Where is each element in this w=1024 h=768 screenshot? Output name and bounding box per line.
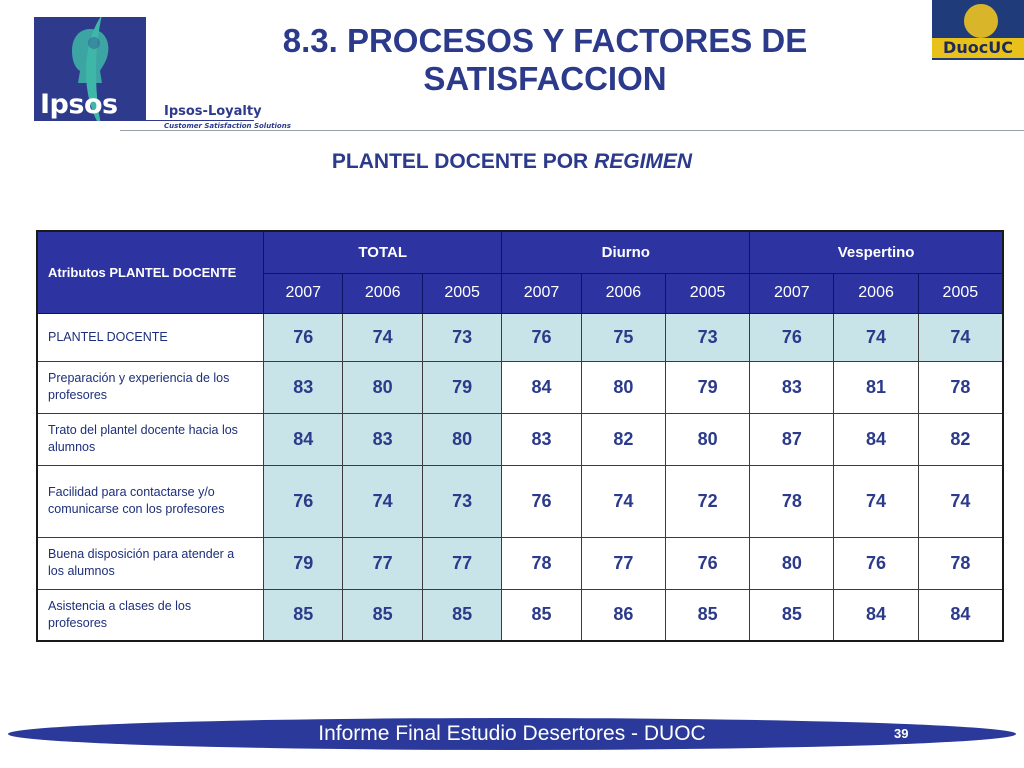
table-row bbox=[37, 465, 1003, 537]
duoc-crest-icon bbox=[962, 2, 1000, 40]
table-group-header-row bbox=[37, 231, 1003, 273]
table-cell: 83 bbox=[343, 413, 422, 465]
slide-footer bbox=[0, 716, 1024, 752]
table-cell: 85 bbox=[264, 589, 343, 641]
table-cell: 74 bbox=[834, 313, 918, 361]
table-cell: 78 bbox=[918, 537, 1003, 589]
table-cell: 77 bbox=[581, 537, 665, 589]
table-row bbox=[37, 537, 1003, 589]
table-cell: 79 bbox=[422, 361, 501, 413]
group-header-vespertino: Vespertino bbox=[750, 231, 1003, 273]
table-cell: 76 bbox=[665, 537, 749, 589]
table-cell: 83 bbox=[750, 361, 834, 413]
group-header-total: TOTAL bbox=[264, 231, 502, 273]
table-cell: 76 bbox=[264, 313, 343, 361]
brand-underline bbox=[146, 120, 254, 121]
table-cell: 76 bbox=[502, 465, 581, 537]
group-header-diurno: Diurno bbox=[502, 231, 750, 273]
year-header: 2007 bbox=[502, 273, 581, 313]
row-label: Trato del plantel docente hacia los alumnos bbox=[37, 413, 264, 465]
table-cell: 85 bbox=[422, 589, 501, 641]
year-header: 2007 bbox=[750, 273, 834, 313]
table-cell: 72 bbox=[665, 465, 749, 537]
row-label: Asistencia a clases de los profesores bbox=[37, 589, 264, 641]
table-cell: 84 bbox=[264, 413, 343, 465]
table-cell: 74 bbox=[343, 465, 422, 537]
title-line-2: SATISFACCION bbox=[423, 60, 667, 97]
table-cell: 83 bbox=[264, 361, 343, 413]
table-cell: 73 bbox=[422, 465, 501, 537]
ipsos-logo bbox=[34, 17, 146, 121]
page-title bbox=[250, 22, 840, 98]
table-cell: 74 bbox=[918, 465, 1003, 537]
table-cell: 82 bbox=[918, 413, 1003, 465]
table-cell: 84 bbox=[918, 589, 1003, 641]
table-cell: 73 bbox=[665, 313, 749, 361]
page-number: 39 bbox=[894, 726, 909, 741]
table-cell: 87 bbox=[750, 413, 834, 465]
ipsos-loyalty-brand bbox=[164, 104, 291, 130]
table-cell: 74 bbox=[581, 465, 665, 537]
table-cell: 77 bbox=[343, 537, 422, 589]
table-cell: 85 bbox=[750, 589, 834, 641]
footer-text: Informe Final Estudio Desertores - DUOC bbox=[318, 722, 706, 745]
table-cell: 73 bbox=[422, 313, 501, 361]
year-header: 2006 bbox=[343, 273, 422, 313]
loyalty-tagline: Customer Satisfaction Solutions bbox=[164, 122, 291, 130]
table-cell: 80 bbox=[581, 361, 665, 413]
title-line-1: 8.3. PROCESOS Y FACTORES DE bbox=[282, 22, 808, 59]
ipsos-logo-word: Ipsos bbox=[40, 89, 118, 120]
year-header: 2005 bbox=[665, 273, 749, 313]
header-divider bbox=[120, 130, 1024, 131]
table-cell: 77 bbox=[422, 537, 501, 589]
table-cell: 86 bbox=[581, 589, 665, 641]
year-header: 2006 bbox=[834, 273, 918, 313]
table-cell: 84 bbox=[834, 589, 918, 641]
table-cell: 74 bbox=[918, 313, 1003, 361]
table-cell: 78 bbox=[918, 361, 1003, 413]
table-cell: 80 bbox=[343, 361, 422, 413]
satisfaction-table bbox=[36, 230, 1004, 642]
table-cell: 74 bbox=[343, 313, 422, 361]
year-header: 2005 bbox=[422, 273, 501, 313]
table-cell: 85 bbox=[502, 589, 581, 641]
table-cell: 85 bbox=[343, 589, 422, 641]
subtitle-main: PLANTEL DOCENTE POR bbox=[331, 150, 589, 173]
table-cell: 84 bbox=[834, 413, 918, 465]
duoc-logo-word: DuocUC bbox=[932, 38, 1024, 58]
table-row bbox=[37, 361, 1003, 413]
year-header: 2006 bbox=[581, 273, 665, 313]
table-cell: 84 bbox=[502, 361, 581, 413]
row-label: PLANTEL DOCENTE bbox=[37, 313, 264, 361]
table-cell: 79 bbox=[665, 361, 749, 413]
table-row bbox=[37, 313, 1003, 361]
table-cell: 76 bbox=[264, 465, 343, 537]
table-cell: 82 bbox=[581, 413, 665, 465]
table-cell: 76 bbox=[750, 313, 834, 361]
table-cell: 74 bbox=[834, 465, 918, 537]
table-cell: 85 bbox=[665, 589, 749, 641]
table-cell: 76 bbox=[502, 313, 581, 361]
subtitle-italic: REGIMEN bbox=[594, 150, 693, 173]
table-cell: 78 bbox=[750, 465, 834, 537]
table-row bbox=[37, 413, 1003, 465]
table-cell: 78 bbox=[502, 537, 581, 589]
table-cell: 76 bbox=[834, 537, 918, 589]
table-cell: 83 bbox=[502, 413, 581, 465]
profile-head-icon bbox=[64, 25, 116, 87]
table-cell: 80 bbox=[422, 413, 501, 465]
row-label: Preparación y experiencia de los profesores bbox=[37, 361, 264, 413]
table-cell: 75 bbox=[581, 313, 665, 361]
row-label: Facilidad para contactarse y/o comunicarse con los profesores bbox=[37, 465, 264, 537]
attr-column-header: Atributos PLANTEL DOCENTE bbox=[37, 231, 264, 313]
section-subtitle bbox=[0, 150, 1024, 174]
table-cell: 79 bbox=[264, 537, 343, 589]
year-header: 2005 bbox=[918, 273, 1003, 313]
table-row bbox=[37, 589, 1003, 641]
table-cell: 81 bbox=[834, 361, 918, 413]
loyalty-brand-name: Ipsos-Loyalty bbox=[164, 104, 262, 119]
table-cell: 80 bbox=[750, 537, 834, 589]
duoc-logo bbox=[932, 0, 1024, 60]
row-label: Buena disposición para atender a los alumnos bbox=[37, 537, 264, 589]
year-header: 2007 bbox=[264, 273, 343, 313]
table-cell: 80 bbox=[665, 413, 749, 465]
